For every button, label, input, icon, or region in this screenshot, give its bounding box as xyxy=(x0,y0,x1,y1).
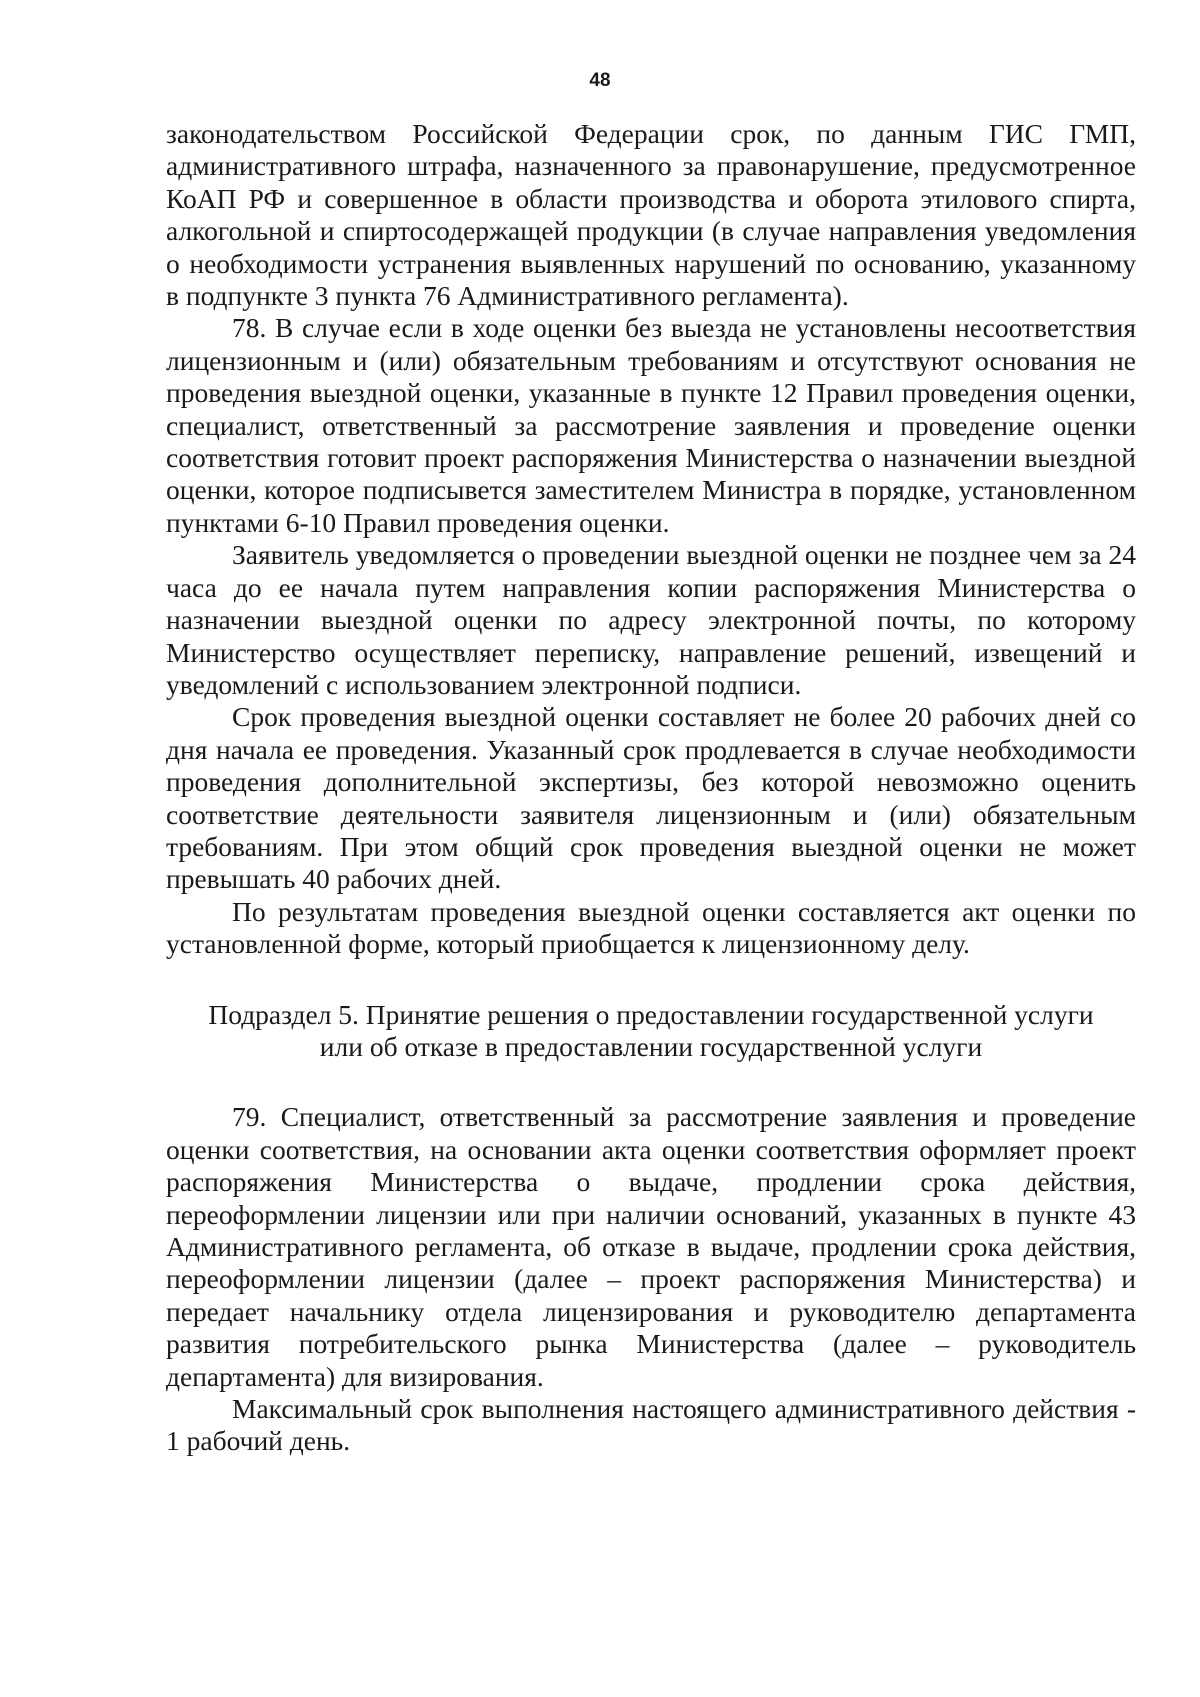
subsection-heading-line-1: Подраздел 5. Принятие решения о предоставлении государственной услуги xyxy=(208,998,1094,1030)
paragraph-term: Срок проведения выездной оценки составляет не более 20 рабочих дней со дня начала ее проведения. Указанный срок продлевается в случае необходимости проведения дополнительной экспертизы, без которой невозможно оценить соответствие деятельности заявителя лицензионным и (или) обязательным требованиям. При этом общий срок проведения выездной оценки не может превышать 40 рабочих дней. xyxy=(166,701,1136,895)
paragraph-79: 79. Специалист, ответственный за рассмотрение заявления и проведение оценки соответствия, на основании акта оценки соответствия оформляет проект распоряжения Министерства о выдаче, продлении срока действия, переоформлении лицензии или при наличии оснований, указанных в пункте 43 Административного регламента, об отказе в выдаче, продлении срока действия, переоформлении лицензии (далее – проект распоряжения Министерства) и передает начальнику отдела лицензирования и руководителю департамента развития потребительского рынка Министерства (далее – руководитель департамента) для визирования. xyxy=(166,1101,1136,1392)
paragraph-continuation: законодательством Российской Федерации срок, по данным ГИС ГМП, административного штрафа, назначенного за правонарушение, предусмотренное КоАП РФ и совершенное в области производства и оборота этилового спирта, алкогольной и спиртосодержащей продукции (в случае направления уведомления о необходимости устранения выявленных нарушений по основанию, указанному в подпункте 3 пункта 76 Административного регламента). xyxy=(166,118,1136,312)
paragraph-max-term: Максимальный срок выполнения настоящего административного действия - 1 рабочий день. xyxy=(166,1393,1136,1457)
document-body xyxy=(166,118,1200,1458)
page-number: 48 xyxy=(589,70,611,91)
paragraph-notification: Заявитель уведомляется о проведении выездной оценки не позднее чем за 24 часа до ее начала путем направления копии распоряжения Министерства о назначении выездной оценки по адресу электронной почты, по которому Министерство осуществляет переписку, направление решений, извещений и уведомлений с использованием электронной подписи. xyxy=(166,539,1136,700)
paragraph-78: 78. В случае если в ходе оценки без выезда не установлены несоответствия лицензионным и (или) обязательным требованиям и отсутствуют основания не проведения выездной оценки, указанные в пункте 12 Правил проведения оценки, специалист, ответственный за рассмотрение заявления и проведение оценки соответствия готовит проект распоряжения Министерства о назначении выездной оценки, которое подписывется заместителем Министра в порядке, установленном пунктами 6-10 Правил проведения оценки. xyxy=(166,312,1136,538)
subsection-heading xyxy=(166,999,1136,1064)
paragraph-results: По результатам проведения выездной оценки составляется акт оценки по установленной форме, который приобщается к лицензионному делу. xyxy=(166,895,1136,960)
subsection-heading-line-2: или об отказе в предоставлении государственной услуги xyxy=(319,1030,983,1062)
